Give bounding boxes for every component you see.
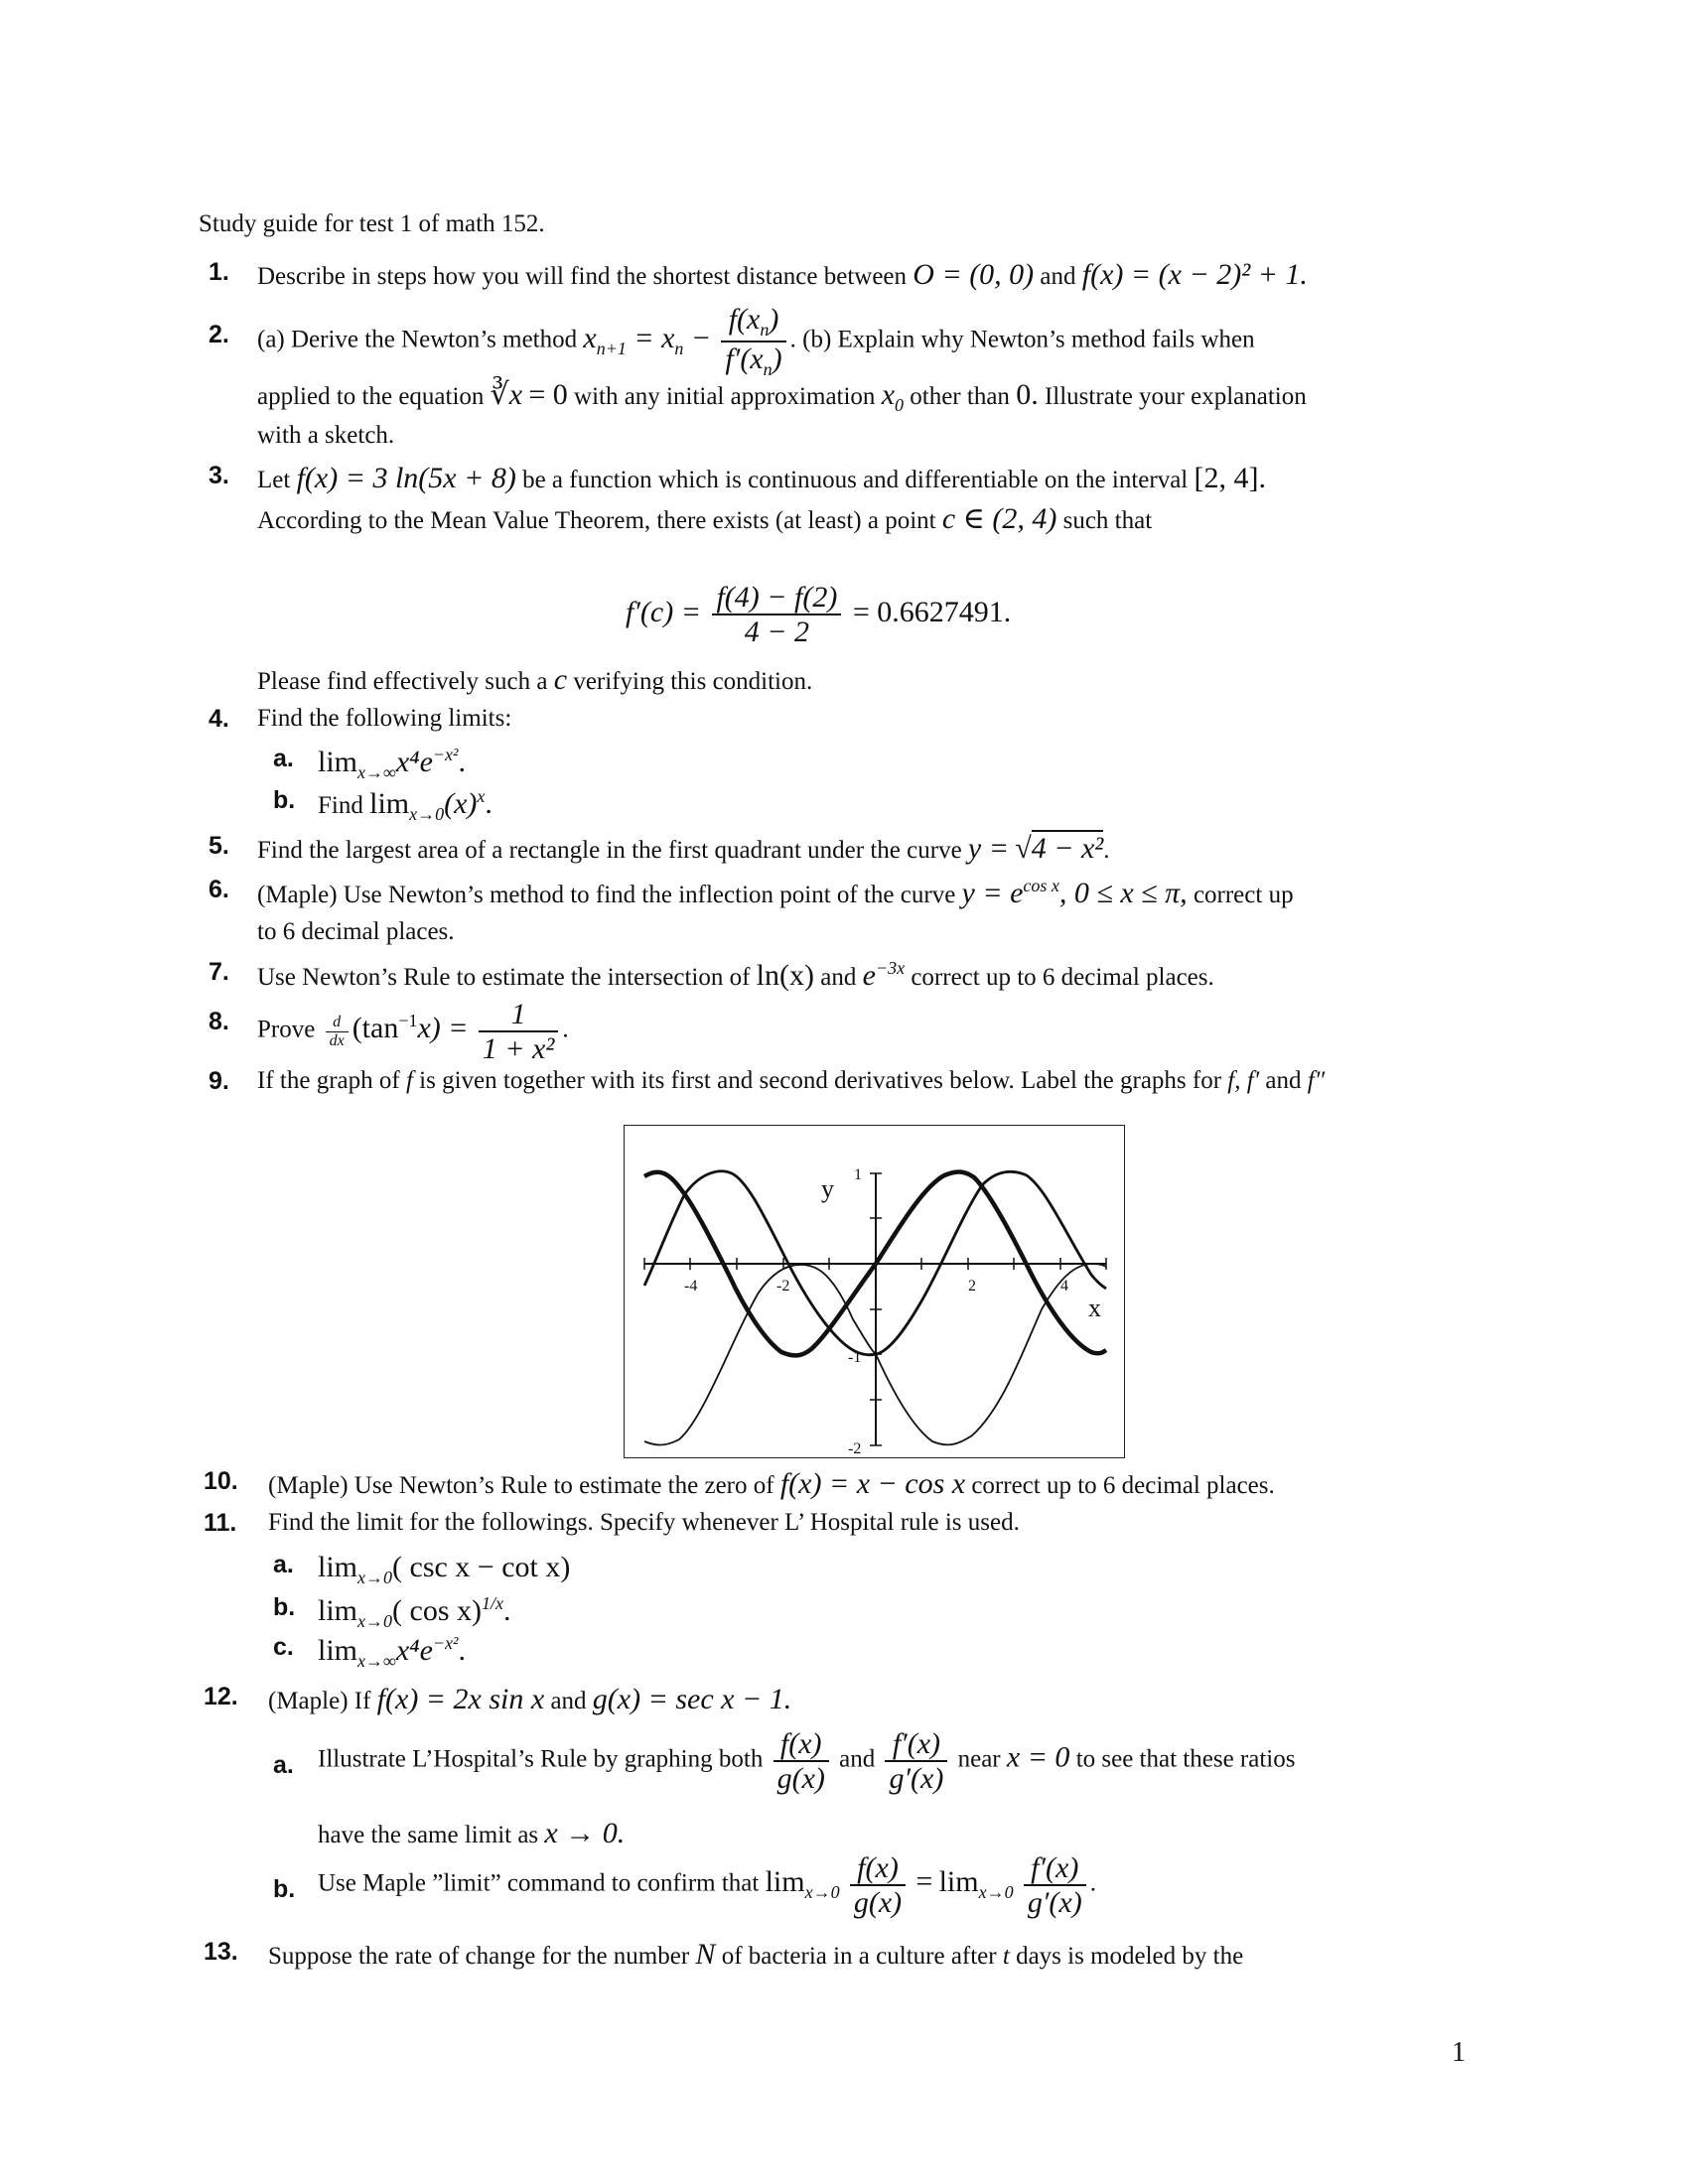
- question-number: 12.: [204, 1683, 238, 1710]
- math-variable: f″: [1307, 1067, 1326, 1094]
- ratio-fraction: $\frac{f(x)}{g(x)}$: [774, 1727, 829, 1795]
- question-text: Let: [257, 467, 291, 493]
- question-text: Find the following limits:: [257, 705, 512, 732]
- question-text: Use Newton’s Rule to estimate the intersection of: [257, 964, 751, 991]
- sub-question-label: b.: [273, 1875, 296, 1903]
- y-tick-label: 1: [854, 1166, 862, 1183]
- punctuation: .: [1089, 1869, 1096, 1897]
- math-expression: $x_{n+1} = x_n$ −: [583, 321, 712, 358]
- question-text: correct up to 6 decimal places.: [911, 964, 1214, 991]
- derivative-operator: $\frac{d}{dx}$: [326, 1014, 349, 1049]
- question-text: Find the limit for the followings. Specify whenever L’ Hospital rule is used.: [268, 1509, 1020, 1536]
- question-text: Use Maple ”limit” command to confirm that: [318, 1869, 760, 1897]
- math-variable: f, f′: [1227, 1067, 1260, 1094]
- question-text: Suppose the rate of change for the number: [268, 1943, 690, 1970]
- equals-sign: =: [915, 1864, 933, 1898]
- sub-question-label: a.: [273, 745, 294, 772]
- newton-fraction: $\frac{f(x_n)}{f'(x_n)}$: [721, 303, 785, 380]
- question-text: of bacteria in a culture after: [721, 1943, 997, 1970]
- ratio-fraction: $\frac{f(x)}{g(x)}$: [850, 1851, 906, 1919]
- derivative-ratio-fraction: $\frac{f'(x)}{g'(x)}$: [1024, 1851, 1086, 1919]
- x-tick-label: -2: [776, 1278, 790, 1295]
- sub-question-label: b.: [273, 1593, 296, 1621]
- math-expression: g(x) = sec x − 1.: [592, 1683, 792, 1715]
- question-number: 6.: [209, 876, 229, 903]
- conjunction: and: [550, 1688, 587, 1714]
- limit-expression: Find $\lim_{x\to 0}(x)^x$.: [318, 786, 492, 824]
- question-text: (Maple) Use Newton’s Rule to estimate the zero of: [268, 1472, 774, 1499]
- math-expression: f(x) = x − cos x: [779, 1467, 966, 1500]
- question-text: to see that these ratios: [1075, 1745, 1296, 1773]
- question-text: verifying this condition.: [573, 668, 813, 695]
- math-expression: [2, 4].: [1194, 462, 1266, 494]
- math-expression: c ∈ (2, 4): [941, 502, 1057, 535]
- question-text: Please find effectively such a: [257, 668, 548, 695]
- conjunction: and: [820, 964, 857, 991]
- question-number: 4.: [209, 705, 229, 733]
- math-expression: 0.: [1016, 378, 1039, 411]
- equation-lhs: f′(c) =: [626, 595, 701, 628]
- punctuation: .: [562, 1016, 569, 1043]
- sub-question-label: a.: [273, 1751, 294, 1779]
- question-text: is given together with its first and second derivatives below. Label the graphs for: [419, 1067, 1222, 1094]
- question-text: (Maple) Use Newton’s method to find the inflection point of the curve: [257, 882, 956, 908]
- math-expression: y =: [967, 832, 1009, 865]
- limit-operator: $\lim_{x\to 0}$: [938, 1864, 1014, 1902]
- math-expression: $y = e^{cos x}$, 0 ≤ x ≤ π,: [961, 876, 1188, 909]
- question-text: other than: [910, 383, 1010, 410]
- question-number: 13.: [204, 1938, 238, 1966]
- punctuation: .: [1103, 837, 1110, 864]
- question-text: be a function which is continuous and differentiable on the interval: [522, 467, 1189, 493]
- sqrt-expression: √4 − x²: [1015, 832, 1104, 865]
- cube-root-expression: ∛x: [490, 378, 523, 411]
- x-tick-label: 2: [968, 1278, 976, 1295]
- question-text: days is modeled by the: [1016, 1943, 1244, 1970]
- question-number: 11.: [204, 1509, 237, 1537]
- question-text: correct up to 6 decimal places.: [971, 1472, 1275, 1499]
- question-text: with any initial approximation: [574, 383, 876, 410]
- conjunction: and: [1265, 1067, 1302, 1094]
- limit-expression: $\lim_{x\to\infty}x^4e^{-x^2}$.: [318, 1633, 466, 1671]
- question-text: (a) Derive the Newton’s method: [257, 326, 578, 353]
- function-derivatives-graph: [624, 1125, 1125, 1458]
- question-text: If the graph of: [257, 1067, 400, 1094]
- question-text: such that: [1062, 507, 1153, 534]
- x-tick-label: 4: [1060, 1278, 1068, 1295]
- math-expression: $x_0$: [881, 378, 905, 415]
- math-expression: O = (0, 0): [913, 258, 1035, 291]
- question-text: . (b) Explain why Newton’s method fails when: [789, 326, 1255, 353]
- question-text: According to the Mean Value Theorem, there exists (at least) a point: [257, 507, 936, 534]
- math-variable: t: [1002, 1943, 1010, 1970]
- math-variable: c: [553, 663, 568, 696]
- y-tick-label: -1: [848, 1349, 862, 1366]
- mvt-fraction: $\frac{f(4) - f(2)}{4 - 2}$: [712, 581, 841, 648]
- y-axis-label: y: [821, 1174, 834, 1203]
- question-text: correct up: [1193, 882, 1294, 908]
- question-text: (Maple) If: [268, 1688, 371, 1714]
- math-expression: f(x) = 2x sin x: [376, 1683, 545, 1715]
- sub-question-label: b.: [273, 786, 296, 814]
- document-title: Study guide for test 1 of math 152.: [199, 210, 545, 237]
- math-expression: $e^{-3x}$: [862, 958, 906, 992]
- sub-question-label: c.: [273, 1633, 294, 1661]
- question-text: Prove: [257, 1016, 316, 1043]
- question-text: Describe in steps how you will find the shortest distance between: [257, 263, 908, 290]
- math-expression: f(x) = (x − 2)² + 1.: [1081, 258, 1308, 291]
- question-number: 1.: [209, 258, 229, 286]
- math-expression: x → 0.: [544, 1817, 626, 1849]
- sub-question-label: a.: [273, 1551, 294, 1578]
- sine-curves-plot: [625, 1126, 1124, 1457]
- question-text: applied to the equation: [257, 383, 485, 410]
- mean-value-equation: [626, 581, 1011, 648]
- math-expression: x = 0: [1006, 1740, 1070, 1774]
- math-expression: = 0: [528, 378, 568, 411]
- question-text: to 6 decimal places.: [257, 918, 455, 945]
- limit-expression: $\lim_{x\to\infty}x^4e^{-x^2}$.: [318, 745, 466, 782]
- math-expression: ln(x): [756, 959, 814, 992]
- math-variable: N: [695, 1938, 716, 1971]
- question-text: Find the largest area of a rectangle in the first quadrant under the curve: [257, 837, 962, 864]
- question-number: 10.: [204, 1467, 238, 1495]
- page-number: 1: [1452, 2037, 1466, 2068]
- question-number: 3.: [209, 462, 229, 489]
- limit-expression: $\lim_{x\to 0}$( csc x − cot x): [318, 1551, 571, 1587]
- conjunction: and: [1040, 263, 1076, 290]
- equation-rhs: = 0.6627491.: [852, 595, 1012, 628]
- question-text: Illustrate your explanation: [1044, 383, 1307, 410]
- limit-expression: $\lim_{x\to 0}$( cos x)$^{1/x}$.: [318, 1593, 511, 1631]
- math-variable: f: [405, 1067, 413, 1094]
- derivative-ratio-fraction: $\frac{f'(x)}{g'(x)}$: [885, 1727, 947, 1795]
- math-expression: $(\tan^{-1}x)$ =: [352, 1010, 469, 1044]
- math-expression: f(x) = 3 ln(5x + 8): [296, 462, 516, 494]
- question-number: 5.: [209, 832, 229, 860]
- question-text: have the same limit as: [318, 1822, 539, 1848]
- question-text: Illustrate L’Hospital’s Rule by graphing both: [318, 1745, 764, 1773]
- question-number: 2.: [209, 321, 229, 348]
- limit-operator: $\lim_{x\to 0}$: [765, 1864, 840, 1902]
- y-tick-label: -2: [848, 1440, 862, 1457]
- conjunction: and: [839, 1745, 876, 1773]
- question-number: 9.: [209, 1067, 229, 1095]
- question-text: near: [957, 1745, 1001, 1773]
- x-tick-label: -4: [684, 1278, 698, 1295]
- arctan-derivative-fraction: $\frac{1}{\text{1 + x²}}$: [479, 998, 559, 1065]
- x-axis-label: x: [1088, 1294, 1101, 1322]
- question-number: 7.: [209, 958, 229, 986]
- question-text: with a sketch.: [257, 422, 395, 449]
- question-number: 8.: [209, 1008, 229, 1035]
